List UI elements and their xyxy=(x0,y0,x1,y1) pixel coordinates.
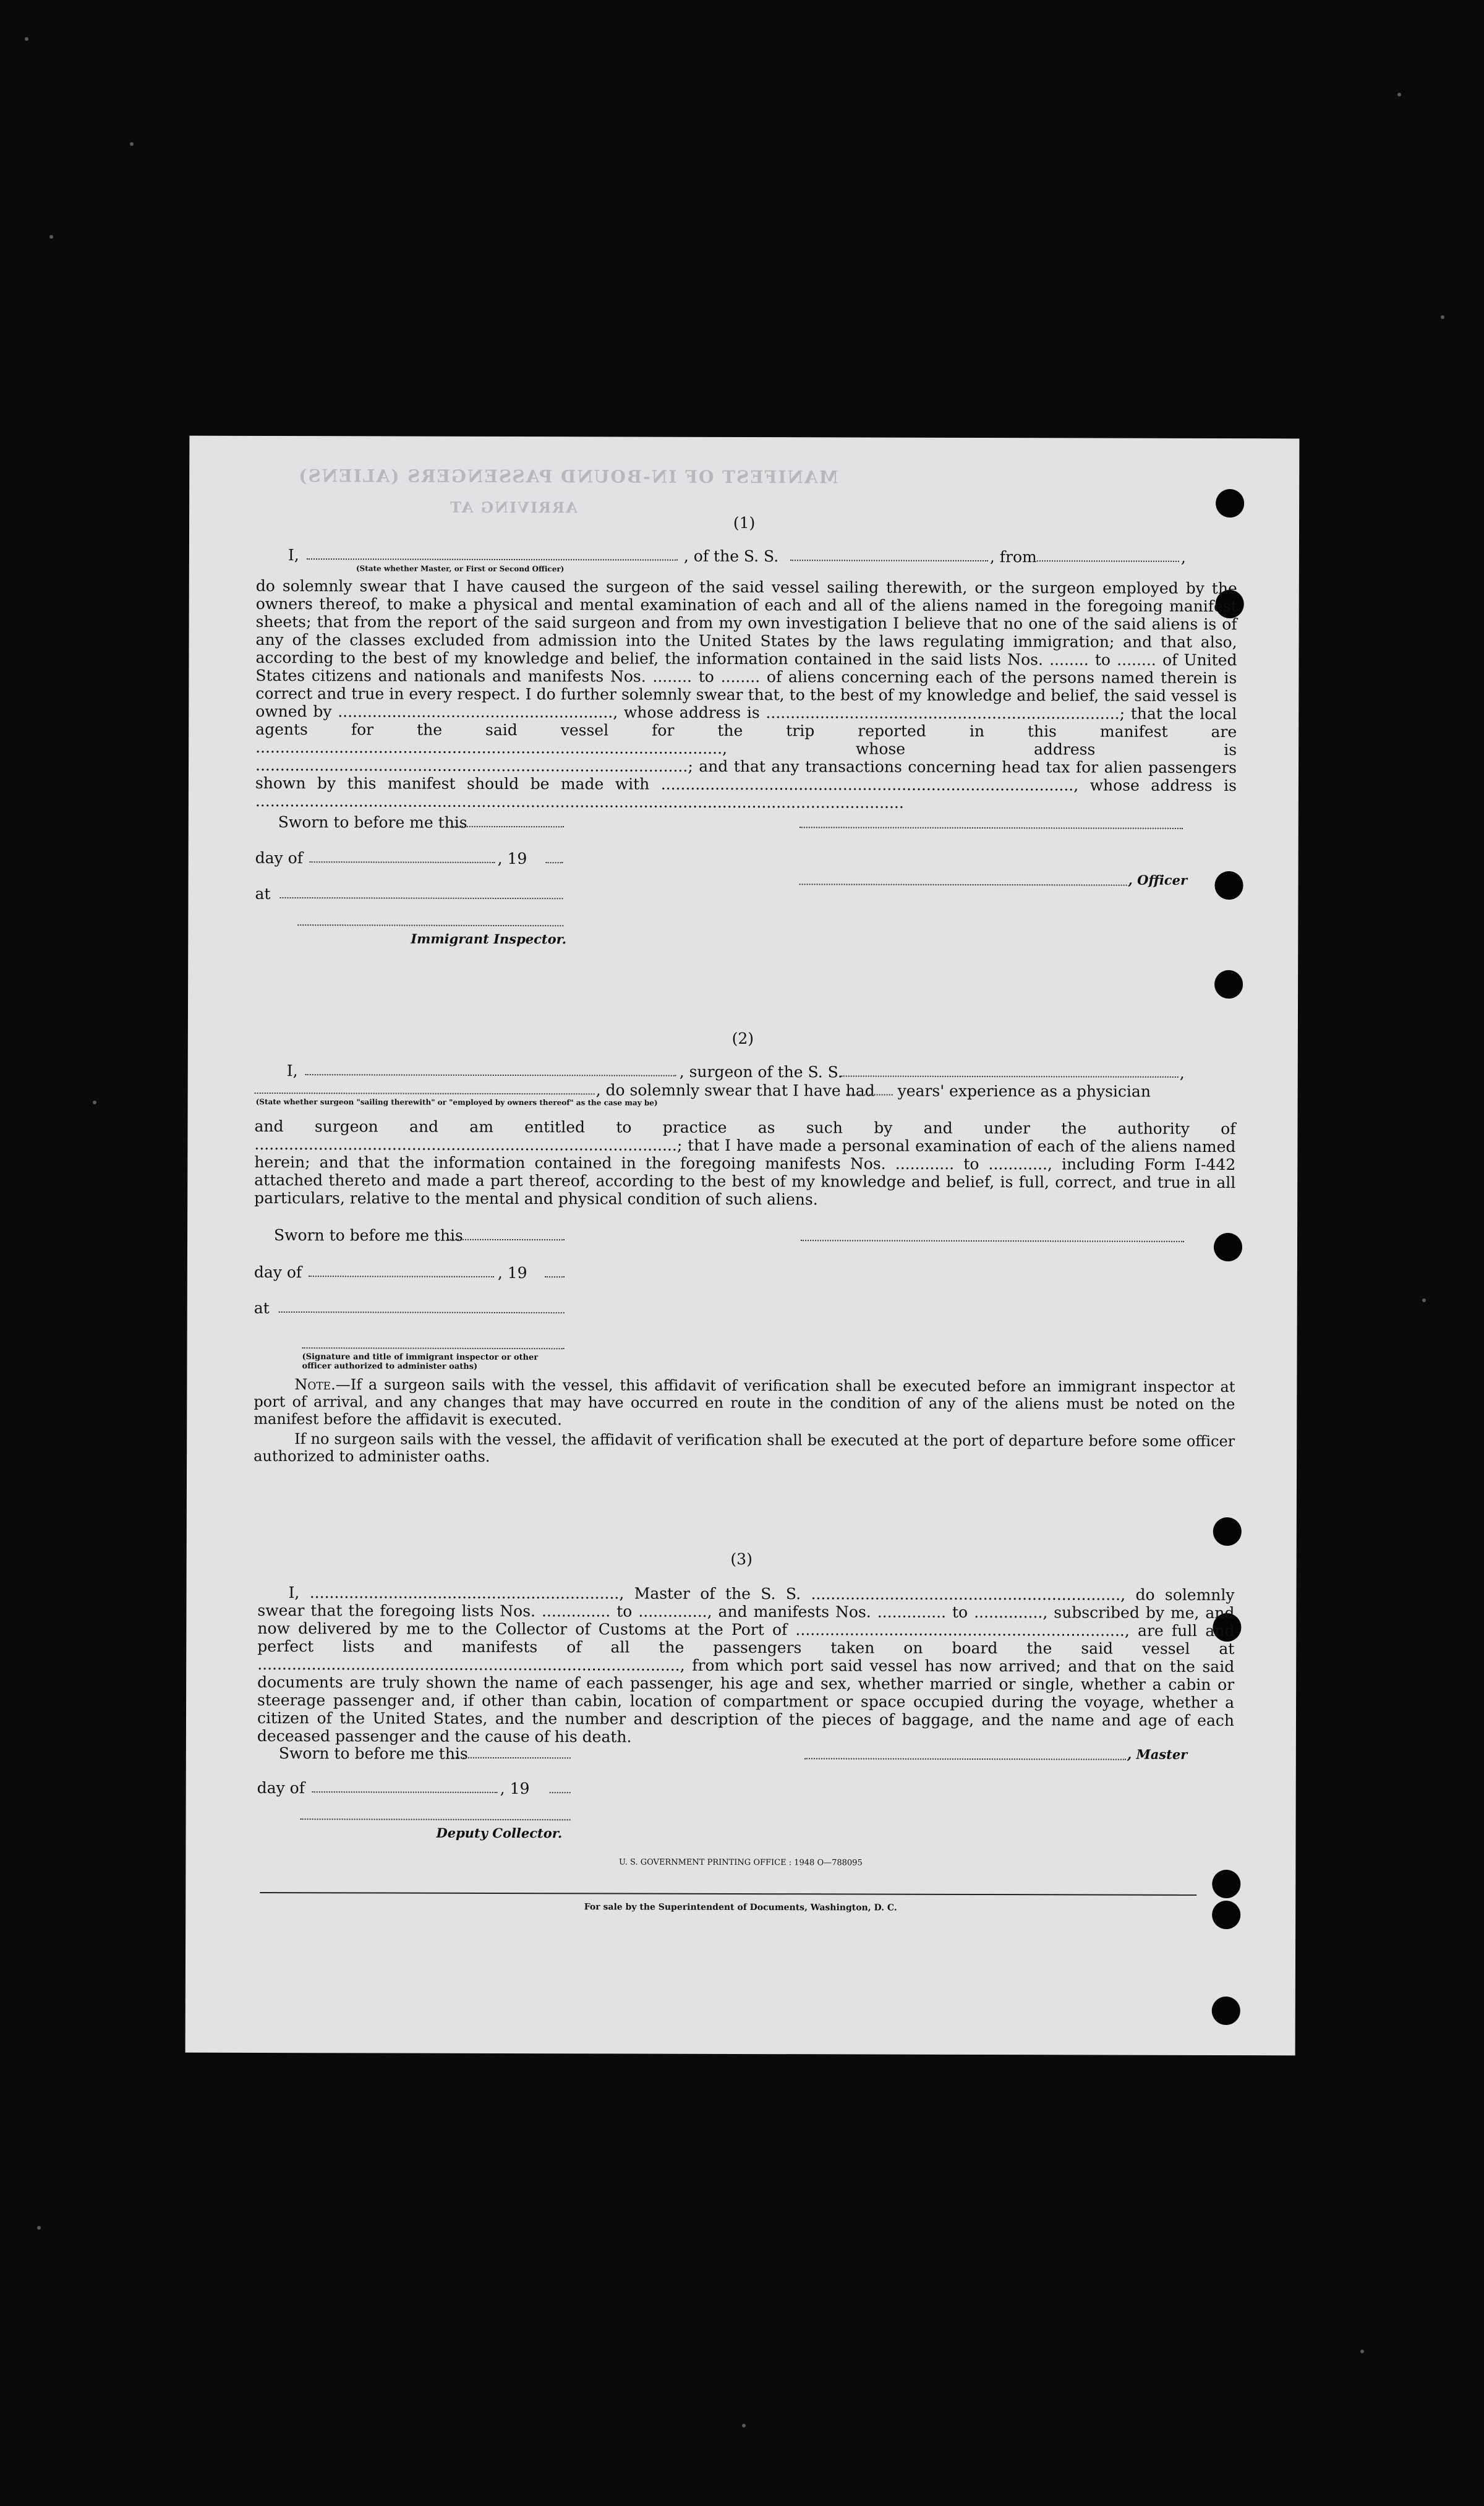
punch-hole xyxy=(1214,970,1243,999)
s1-officer-signature-field xyxy=(800,884,1127,885)
footer-rule xyxy=(260,1892,1196,1896)
s2-note-1-text: —If a surgeon sails with the vessel, this affidavit of verification shall be executed before an immigrant inspector at port of arrival, and any changes that may have occurred en route in the condition of any of the aliens must be noted on the manifest before the affidavit is executed. xyxy=(254,1376,1235,1429)
s1-oath-text: do solemnly swear that I have caused the surgeon of the said vessel sailing therewith, or the surgeon employed by the owners thereof, to make a physical and mental examination of each and all of the aliens named in the foregoing manifest sheets; that from the report of the said surgeon and from my own investigation I believe that no one of the said aliens is of any of the classes excluded from admission into the United States by the laws regulating immigration; and that also, according to the best of my knowledge and belief, the information contained in the said lists Nos. ........ to ........ of United States citizens and nationals and manifests Nos. ........ to ........ of aliens concerning each of the persons named therein is correct and true in every respect. I do further solemnly swear that, to the best of my knowledge and belief, the said vessel is owned by ........................................................, whose address is ........................................................................; that the local agents for the said vessel for the trip reported in this manifest are ..............................................................................................., whose address is ........................................................................................; and that any transactions concerning head tax for alien passengers shown by this manifest should be made with ...................................................................................., whose address is .................................................................................................................................... xyxy=(255,576,1237,812)
section-2-number: (2) xyxy=(731,1029,754,1048)
s2-years-field xyxy=(846,1094,893,1095)
s2-surgeon-label: , surgeon of the S. S. xyxy=(679,1062,843,1081)
punch-hole xyxy=(1214,1233,1242,1261)
s1-officer-name-field xyxy=(307,558,678,561)
s3-year-label: , 19 xyxy=(500,1779,530,1798)
s2-official-signature-field xyxy=(302,1347,565,1349)
punch-hole xyxy=(1213,1517,1242,1546)
s1-sworn-date-field xyxy=(453,826,564,827)
s2-surgeon-name-field xyxy=(305,1074,676,1076)
s2-year-field xyxy=(545,1276,565,1277)
s3-day-of-label: day of xyxy=(257,1778,305,1797)
manifest-back-page xyxy=(186,436,1300,2056)
bleedthrough-title: MANIFEST OF IN-BOUND PASSENGERS (ALIENS) xyxy=(297,466,838,488)
s3-sworn-label: Sworn to before me this xyxy=(278,1744,468,1763)
s1-at-label: at xyxy=(255,884,271,903)
section-1-number: (1) xyxy=(733,513,756,532)
punch-hole xyxy=(1216,489,1244,518)
s2-swear-label: , do solemnly swear that I have had xyxy=(595,1081,875,1100)
s1-at-place-field xyxy=(279,897,563,899)
s2-signature-caption: (Signature and title of immigrant inspector or other officer authorized to administer oaths) xyxy=(302,1352,539,1371)
s2-comma: , xyxy=(1179,1063,1185,1082)
s2-note-1 xyxy=(254,1376,1235,1430)
s1-comma: , xyxy=(1180,548,1186,566)
s3-master-signature-field xyxy=(804,1758,1126,1760)
s1-from-label: , from xyxy=(989,548,1037,566)
s2-years-label: years' experience as a physician xyxy=(897,1081,1151,1101)
punch-hole xyxy=(1212,1870,1240,1898)
s2-month-field xyxy=(309,1276,494,1277)
s1-vessel-name-field xyxy=(790,560,988,561)
s2-at-place-field xyxy=(279,1311,565,1313)
bleedthrough-subtitle: ARRIVING AT xyxy=(449,498,578,517)
s1-day-of-label: day of xyxy=(255,848,303,867)
s1-officer-caption: (State whether Master, or First or Second Officer) xyxy=(356,564,565,574)
section-3-number: (3) xyxy=(730,1549,753,1569)
s2-at-label: at xyxy=(254,1298,270,1317)
s1-of-ss-label: , of the S. S. xyxy=(683,547,779,566)
s2-note-2: If no surgeon sails with the vessel, the affidavit of verification shall be executed at the port of departure before some officer authorized to administer oaths. xyxy=(254,1430,1235,1465)
s2-signature-field xyxy=(801,1240,1184,1242)
s1-year-field xyxy=(546,862,563,863)
s2-sworn-label: Sworn to before me this xyxy=(274,1226,463,1245)
punch-hole xyxy=(1214,871,1243,900)
s1-month-field xyxy=(310,861,495,863)
printing-office-imprint: U. S. GOVERNMENT PRINTING OFFICE : 1948 O—788095 xyxy=(618,1857,863,1868)
s1-signature-field xyxy=(800,827,1183,829)
s3-month-field xyxy=(312,1791,498,1793)
s3-collector-signature-field xyxy=(301,1818,571,1820)
s2-i-label: I, xyxy=(286,1062,298,1080)
s1-officer-title: , Officer xyxy=(1128,872,1188,888)
s3-master-title: , Master xyxy=(1127,1746,1188,1762)
s1-sworn-label: Sworn to before me this xyxy=(278,813,467,832)
s3-year-field xyxy=(550,1792,571,1793)
s2-vessel-name-field xyxy=(842,1075,1179,1077)
punch-hole xyxy=(1212,1997,1240,2025)
s2-note-label: Note. xyxy=(294,1376,336,1394)
s2-year-label: , 19 xyxy=(497,1263,527,1282)
s2-sworn-date-field xyxy=(448,1239,565,1240)
s1-from-port-field xyxy=(1034,560,1179,562)
s1-inspector-signature-field xyxy=(297,924,563,926)
s2-surgeon-type-field xyxy=(255,1093,595,1094)
sale-notice: For sale by the Superintendent of Documents, Washington, D. C. xyxy=(584,1902,897,1913)
s2-surgeon-caption: (State whether surgeon "sailing therewith" or "employed by owners thereof" as the case may be) xyxy=(255,1097,658,1107)
s2-oath-text: and surgeon and am entitled to practice as such by and under the authority of ......................................................................................; that I have made a personal examination of each of the aliens named herein; and that the information contained in the foregoing manifests Nos. ............ to ............, including Form I-442 attached thereto and made a part thereof, according to the best of my knowledge and belief, is full, correct, and true in all particulars, relative to the mental and physical condition of such aliens. xyxy=(254,1117,1236,1209)
s3-collector-title: Deputy Collector. xyxy=(436,1825,563,1841)
s1-i-label: I, xyxy=(288,546,299,565)
s1-inspector-title: Immigrant Inspector. xyxy=(411,931,567,947)
s2-day-of-label: day of xyxy=(254,1263,302,1282)
s3-sworn-date-field xyxy=(453,1757,571,1758)
s1-year-label: , 19 xyxy=(497,849,527,868)
s3-oath-text: I, ..............................................................., Master of the S. S. ..............................................................., do solemnly swear that the foregoing lists Nos. .............. to .............., and manifests Nos. .............. to .............., subscribed by me, and now delivered by me to the Collector of Customs at the Port of ..................................................................., are full and perfect lists and manifests of all the passengers taken on board the said vessel at ......................................................................................, from which port said vessel has now arrived; and that on the said documents are truly shown the name of each passenger, his age and sex, whether married or single, whether a cabin or steerage passenger and, if other than cabin, location of compartment or space occupied during the voyage, whether a citizen of the United States, and the number and description of the pieces of baggage, and the name and age of each deceased passenger and the cause of his death. xyxy=(257,1583,1235,1746)
